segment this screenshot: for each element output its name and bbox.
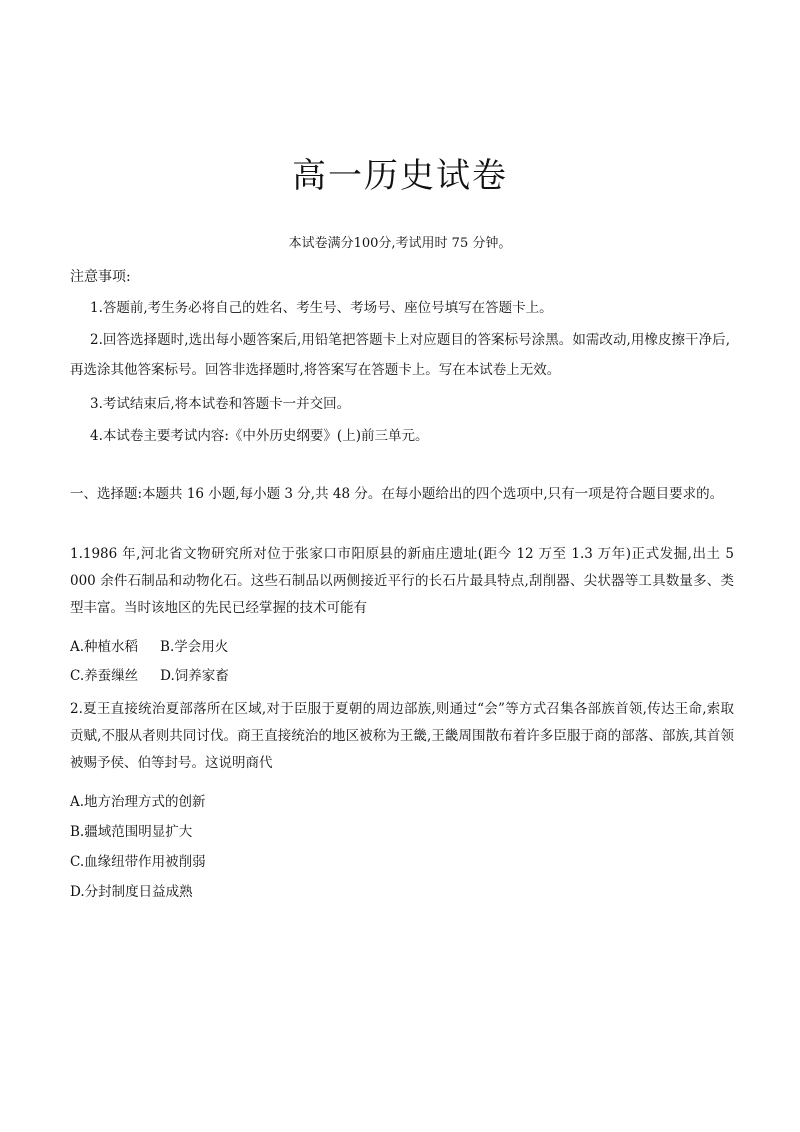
section-heading: 一、选择题:本题共 16 小题,每小题 3 分,共 48 分。在每小题给出的四个选项中,只有一项是符合题目要求的。 xyxy=(70,486,724,502)
question-2-option-b: B.疆域范围明显扩大 xyxy=(70,824,193,840)
exam-title: 高一历史试卷 xyxy=(292,156,508,196)
notice-item-4: 4.本试卷主要考试内容:《中外历史纲要》(上)前三单元。 xyxy=(90,428,429,444)
question-1-option-c: C.养蚕缫丝 xyxy=(70,668,139,684)
exam-subtitle: 本试卷满分100分,考试用时 75 分钟。 xyxy=(288,236,512,251)
notice-item-2: 2.回答选择题时,选出每小题答案后,用铅笔把答题卡上对应题目的答案标号涂黑。如需改动,用橡皮擦干净后,再选涂其他答案标号。回答非选择题时,将答案写在答题卡上。写在本试卷上无效。 xyxy=(70,332,730,378)
question-1-option-a: A.种植水稻 xyxy=(70,639,139,655)
question-1-option-b: B.学会用火 xyxy=(160,639,229,655)
question-1-options-row-1 xyxy=(70,636,228,658)
notice-item-1: 1.答题前,考生务必将自己的姓名、考生号、考场号、座位号填写在答题卡上。 xyxy=(90,300,553,316)
question-2-stem: 2.夏王直接统治夏部落所在区域,对于臣服于夏朝的周边部族,则通过“会”等方式召集各部族首领,传达王命,索取贡赋,不服从者则共同讨伐。商王直接统治的地区被称为王畿,王畿周围散布着许多臣服于商的部落、部族,其首领被赐予侯、伯等封号。这说明商代 xyxy=(70,701,734,771)
notice-heading: 注意事项: xyxy=(70,269,131,285)
question-1-stem: 1.1986 年,河北省文物研究所对位于张家口市阳原县的新庙庄遗址(距今 12 万至 1.3 万年)正式发掘,出土 5 000 余件石制品和动物化石。这些石制品以两侧接近平行的长石片最具特点,刮削器、尖状器等工具数量多、类型丰富。当时该地区的先民已经掌握的技术可能有 xyxy=(70,546,734,616)
question-1-options-row-2 xyxy=(70,665,229,687)
question-2-option-d: D.分封制度日益成熟 xyxy=(70,884,193,900)
question-1-option-d: D.饲养家畜 xyxy=(160,668,229,684)
notice-item-3: 3.考试结束后,将本试卷和答题卡一并交回。 xyxy=(90,396,351,412)
question-2-option-c: C.血缘纽带作用被削弱 xyxy=(70,854,206,870)
question-2-option-a: A.地方治理方式的创新 xyxy=(70,794,206,810)
